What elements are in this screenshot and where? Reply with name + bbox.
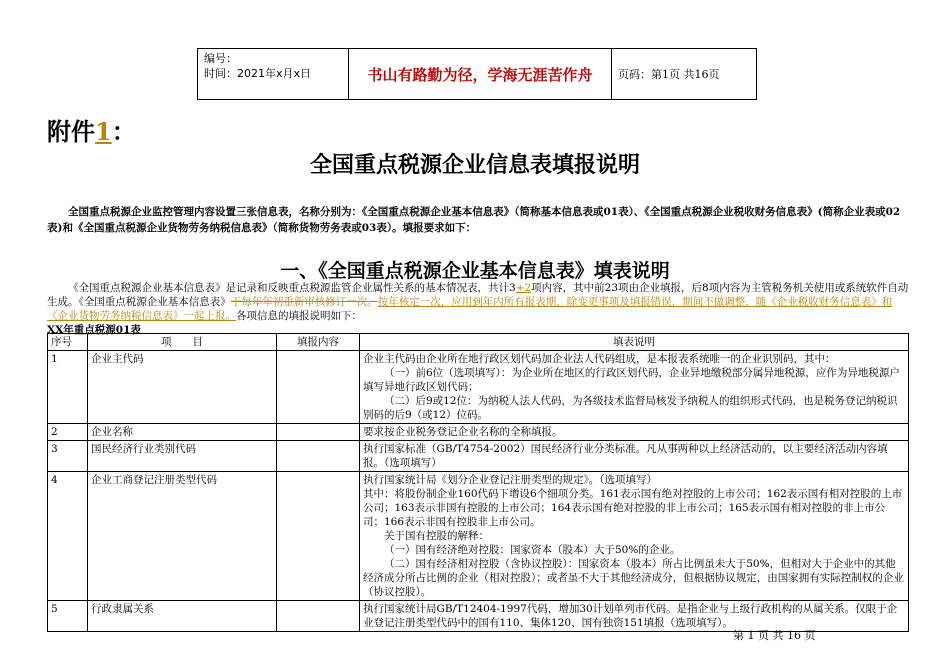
row-desc <box>360 441 909 472</box>
header-content: 填报内容 <box>277 334 360 351</box>
row-content <box>277 351 360 424</box>
para-inserted-text: 按年核定一次，应用到年内所有报表期，除变更事项及填报错误，期间不做调整，随《企业税收财务信息表》和《企业货物劳务纳税信息表》一起上报。 <box>47 296 893 322</box>
intro-text: 全国重点税源企业监控管理内容设置三张信息表，名称分别为：《全国重点税源企业基本信息表》（简称基本信息表或01表）、《全国重点税源企业税收财务信息表》(简称企业表或02表)和《全国重点税源企业货物劳务纳税信息表》（简称货物劳务表或03表）。填报要求如下： <box>47 206 901 234</box>
attachment-text: 附件 <box>47 117 95 146</box>
table-row <box>48 441 909 472</box>
table-row <box>48 351 909 424</box>
row-item: 企业工商登记注册类型代码 <box>88 472 277 601</box>
desc-line: （二）后9或12位：为纳税人法人代码，为各级技术监督局核发予纳税人的组织形式代码，也是税务登记纳税识别码的后9（或12）位码。 <box>363 395 898 421</box>
attachment-number: 1 <box>95 117 112 146</box>
row-no: 5 <box>48 601 88 632</box>
desc-line: 其中：将股份制企业160代码下增设6个细项分类。161表示国有绝对控股的上市公司；162表示国有相对控股的上市公司；163表示非国有控股的上市公司；164表示国有绝对控股的非上市公司；165表示国有相对控股的非上市公司；166表示非国有控股非上市公司。 <box>363 488 903 528</box>
row-no: 3 <box>48 441 88 472</box>
para-part-b: 项内容，其中前23项由企业填报，后8项内容为主管税务机关使用或系统软件自动生成。《全国重点税源企业基本信息表》 <box>47 282 909 308</box>
row-content <box>277 424 360 441</box>
row-desc <box>360 472 909 601</box>
page-header <box>197 48 757 100</box>
header-meta <box>198 49 349 99</box>
para-item-count: 3 <box>509 282 516 294</box>
attachment-colon: ： <box>111 117 136 146</box>
para-part-c: 各项信息的填报说明如下： <box>236 310 362 322</box>
para-insert-count: +2 <box>515 282 532 294</box>
row-desc <box>360 601 909 632</box>
row-item: 国民经济行业类别代码 <box>88 441 277 472</box>
desc-line: （一）前6位（选项填写）：为企业所在地区的行政区划代码，企业异地缴税部分属异地税源，应作为异地税源户填写异地行政区划代码； <box>363 367 900 393</box>
desc-line: 执行国家统计局GB/T12404-1997代码，增加30计划单列市代码。是指企业与上级行政机构的从属关系。仅限于企业登记注册类型代码中的国有110、集体120、国有独资151填报（选项填写）。 <box>363 603 898 629</box>
row-no: 2 <box>48 424 88 441</box>
info-table <box>47 333 909 632</box>
row-no: 4 <box>48 472 88 601</box>
desc-line: 要求按企业税务登记企业名称的全称填报。 <box>363 426 563 438</box>
page-title: 全国重点税源企业信息表填报说明 <box>309 152 640 178</box>
intro-paragraph <box>47 204 909 236</box>
header-desc: 填表说明 <box>360 334 909 351</box>
desc-line: 企业主代码由企业所在地行政区划代码加企业法人代码组成，是本报表系统唯一的企业识别码，其中： <box>363 353 836 365</box>
table-caption: XX年重点税源01表 <box>47 324 141 336</box>
row-desc <box>360 351 909 424</box>
table-row <box>48 472 909 601</box>
header-page-info: 页码：第1页 共16页 <box>618 68 720 81</box>
para-part-a: 《全国重点税源企业基本信息表》是记录和反映重点税源监管企业属性关系的基本情况表，共计 <box>68 282 509 294</box>
page-footer: 第 1 页 共 16 页 <box>733 629 816 642</box>
table-row <box>48 424 909 441</box>
row-desc <box>360 424 909 441</box>
desc-line: 关于国有控股的解释： <box>384 530 489 542</box>
section-heading: 一、《全国重点税源企业基本信息表》填表说明 <box>280 260 670 282</box>
row-no: 1 <box>48 351 88 424</box>
desc-line: 执行国家统计局《划分企业登记注册类型的规定》。（选项填写） <box>363 474 657 486</box>
header-item: 项 目 <box>88 334 277 351</box>
header-no: 序号 <box>48 334 88 351</box>
number-label: 编号： <box>204 52 237 65</box>
row-content <box>277 441 360 472</box>
desc-line: 执行国家标准（GB/T4754-2002）国民经济行业分类标准。凡从事两种以上经济活动的，以主要经济活动内容填报。（选项填写） <box>363 443 888 469</box>
desc-line: （二）国有经济相对控股（含协议控股）：国家资本（股本）所占比例虽未大于50%，但相对大于企业中的其他经济成分所占比例的企业（相对控股）；或者虽不大于其他经济成分，但根据协议规定，由国家拥有实际控制权的企业（协议控股）。 <box>363 558 904 598</box>
row-item: 企业主代码 <box>88 351 277 424</box>
desc-line: （一）国有经济绝对控股：国家资本（股本）大于50%的企业。 <box>384 544 681 556</box>
row-content <box>277 601 360 632</box>
para-deleted-text: 于每年年初重新审核修订一次。 <box>230 296 378 308</box>
attachment-label <box>47 112 136 147</box>
time-label: 时间：2021年x月x日 <box>204 67 312 80</box>
row-item: 行政隶属关系 <box>88 601 277 632</box>
row-content <box>277 472 360 601</box>
section-paragraph <box>47 281 909 323</box>
table-header-row <box>48 334 909 351</box>
header-motto: 书山有路勤为径，学海无涯苦作舟 <box>349 49 612 99</box>
row-item: 企业名称 <box>88 424 277 441</box>
